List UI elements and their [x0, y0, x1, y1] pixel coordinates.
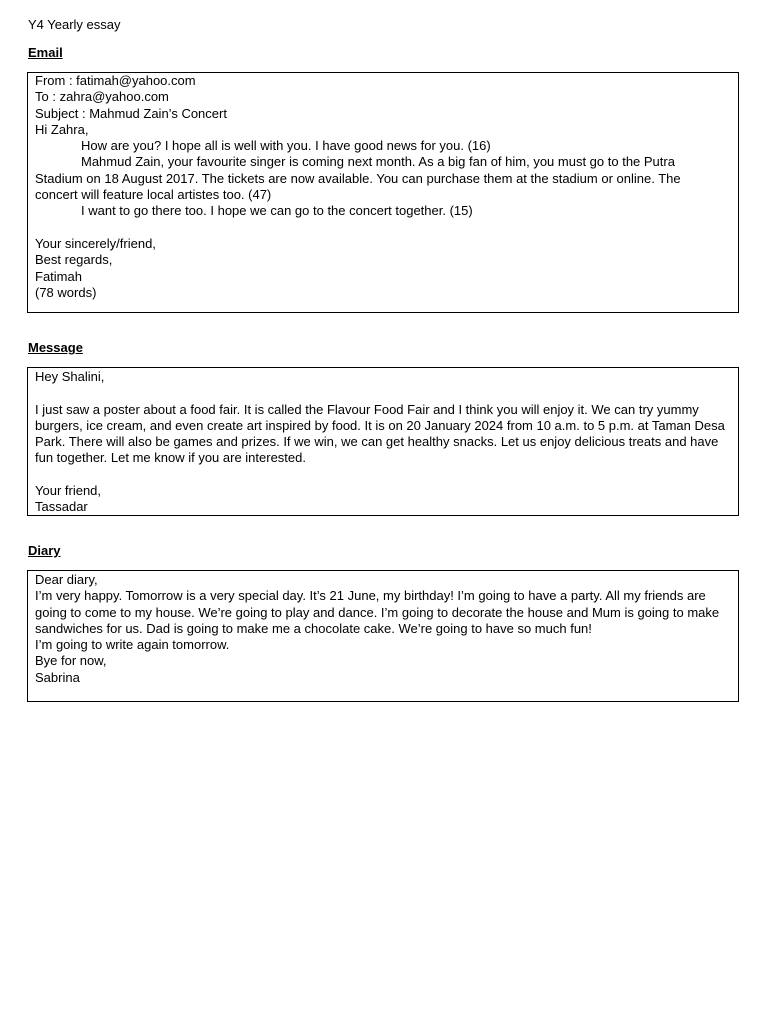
diary-box	[27, 570, 739, 702]
message-box	[27, 367, 739, 516]
message-body: I just saw a poster about a food fair. It is called the Flavour Food Fair and I think you will enjoy it. We can try yummy burgers, ice cream, and even create art inspired by food. It is on 20 January 2024 from 10 a.m. to 5 p.m. at Taman Desa Park. There will also be games and prizes. If we win, we can get healthy snacks. Let us enjoy delicious treats and have fun together. Let me know if you are interested.	[35, 401, 725, 466]
document-title: Y4 Yearly essay	[28, 17, 121, 32]
email-greeting: Hi Zahra,	[35, 121, 89, 137]
email-word-count: (78 words)	[35, 284, 97, 300]
diary-line-2: I’m going to write again tomorrow.	[35, 637, 230, 653]
diary-greeting: Dear diary,	[35, 572, 98, 587]
email-paragraph-3: I want to go there too. I hope we can go to the concert together. (15)	[81, 203, 473, 219]
email-box	[27, 72, 739, 313]
email-paragraph-2: Mahmud Zain, your favourite singer is coming next month. As a big fan of him, you must go to the Putra Stadium on 18 August 2017. The tickets are now available. You can purchase them at the stadium or online. The concert will feature local artistes too. (47)	[35, 154, 681, 203]
email-heading: Email	[28, 45, 63, 60]
diary-closing: Bye for now,	[35, 653, 107, 669]
diary-heading: Diary	[28, 543, 61, 558]
message-closing: Your friend,	[35, 483, 102, 499]
email-closing-2: Best regards,	[35, 252, 113, 268]
email-signature: Fatimah	[35, 268, 82, 284]
message-greeting: Hey Shalini,	[35, 369, 105, 384]
email-to: To : zahra@yahoo.com	[35, 89, 169, 105]
diary-signature: Sabrina	[35, 669, 80, 685]
email-closing-1: Your sincerely/friend,	[35, 235, 156, 251]
email-from: From : fatimah@yahoo.com	[35, 73, 196, 88]
email-subject: Subject : Mahmud Zain’s Concert	[35, 105, 227, 121]
message-signature: Tassadar	[35, 499, 88, 515]
diary-body: I’m very happy. Tomorrow is a very special day. It’s 21 June, my birthday! I’m going to have a party. All my friends are going to come to my house. We’re going to play and dance. I’m going to decorate the house and Mum is going to make sandwiches for us. Dad is going to make me a chocolate cake. We’re going to have so much fun!	[35, 588, 720, 636]
message-heading: Message	[28, 340, 83, 355]
email-paragraph-1: How are you? I hope all is well with you. I have good news for you. (16)	[81, 138, 491, 154]
